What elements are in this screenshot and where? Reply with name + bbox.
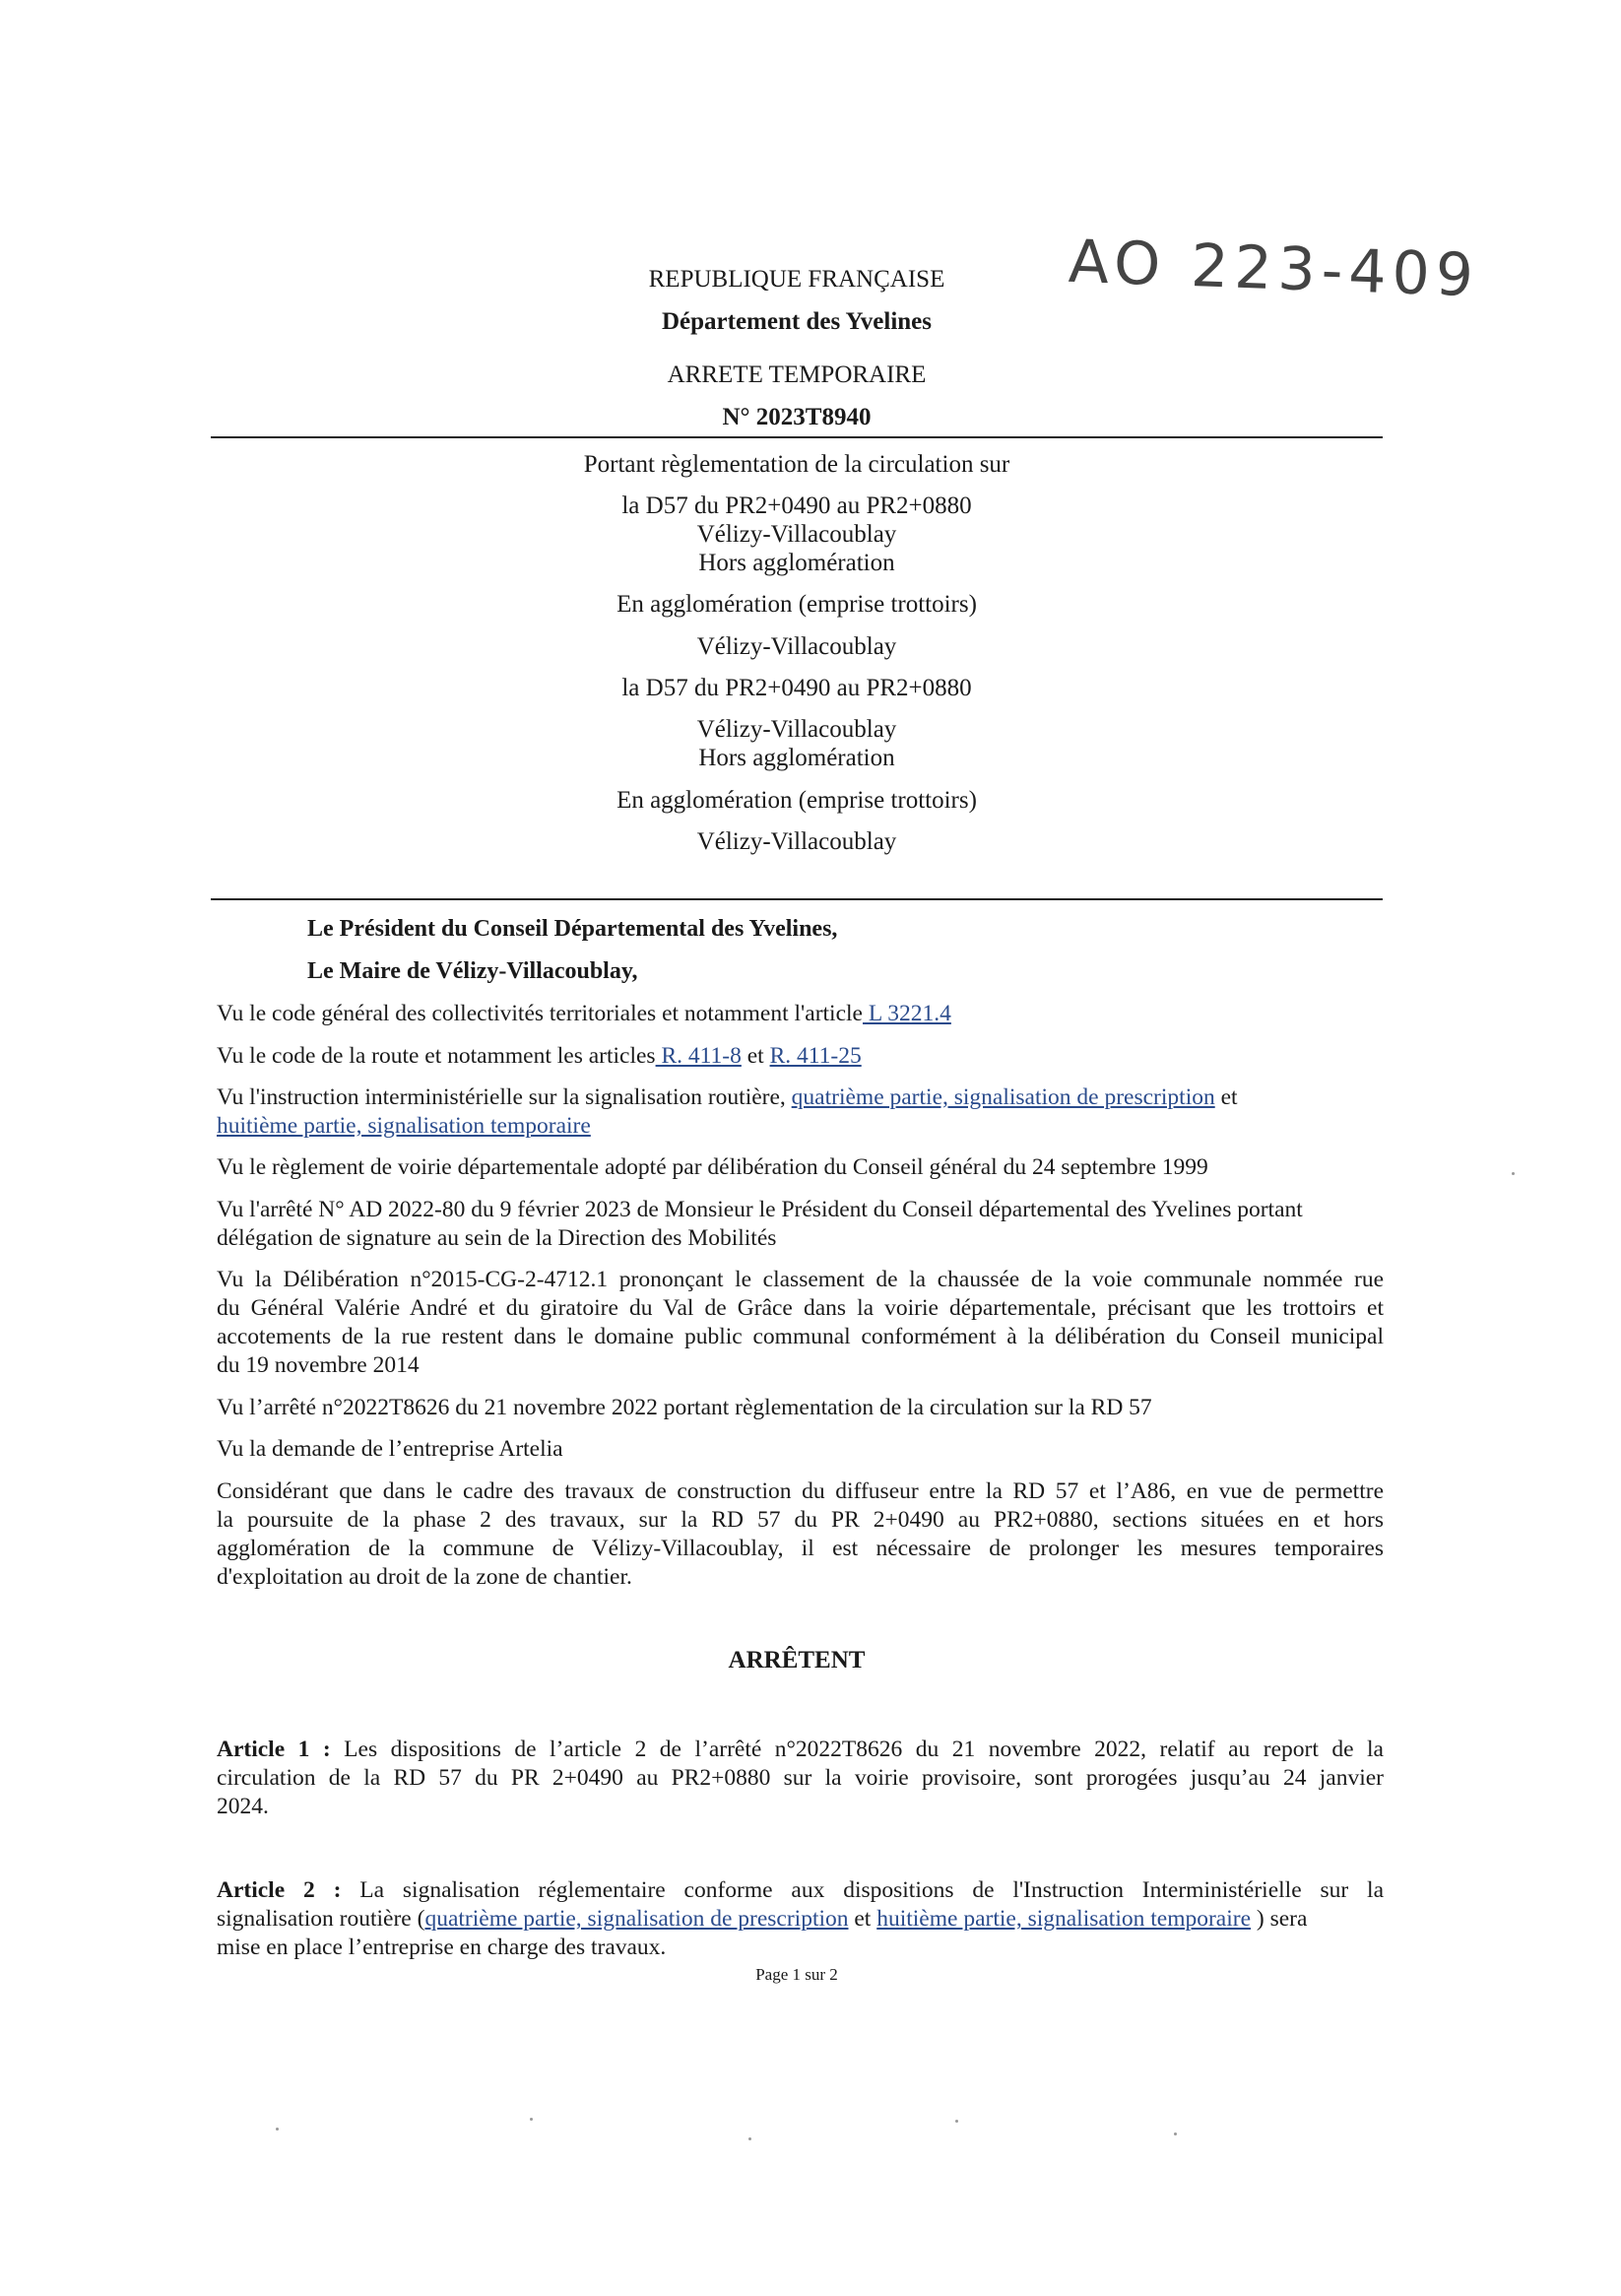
visa-text: Vu le code de la route et notamment les articles	[217, 1043, 656, 1069]
article-1-label: Article 1 :	[217, 1737, 331, 1762]
article-2	[217, 1876, 1384, 1905]
subject-line: Vélizy-Villacoublay	[696, 716, 897, 743]
scan-speck	[530, 2118, 533, 2121]
link-quatrieme-partie[interactable]: quatrième partie, signalisation de prescription	[791, 1084, 1215, 1110]
article-2-text: ) sera	[1251, 1906, 1308, 1932]
header-rule-bottom	[211, 898, 1383, 900]
scan-speck	[276, 2128, 279, 2131]
subject-line: En agglomération (emprise trottoirs)	[616, 787, 977, 814]
article-1-cont: circulation de la RD 57 du PR 2+0490 au PR2+0880 sur la voirie provisoire, sont prorogées jusqu’au 24 janvier	[217, 1765, 1384, 1791]
arretent-heading: ARRÊTENT	[728, 1647, 866, 1673]
considerant-cont: agglomération de la commune de Vélizy-Villacoublay, il est nécessaire de prolonger les mesures temporaires	[217, 1536, 1384, 1561]
link-quatrieme-partie[interactable]: quatrième partie, signalisation de prescription	[424, 1906, 849, 1932]
subject-line: En agglomération (emprise trottoirs)	[616, 591, 977, 618]
act-number: N° 2023T8940	[722, 404, 872, 430]
considerant-cont: d'exploitation au droit de la zone de chantier.	[217, 1564, 632, 1590]
page-number: Page 1 sur 2	[755, 1965, 838, 1984]
signer-president: Le Président du Conseil Départemental des Yvelines,	[307, 916, 838, 942]
scan-speck	[955, 2120, 958, 2123]
subject-line: la D57 du PR2+0490 au PR2+0880	[621, 492, 972, 519]
visa-instruction-cont	[217, 1112, 1384, 1141]
considerant: Considérant que dans le cadre des travaux de construction du diffuseur entre la RD 57 et l’A86, en vue de permettre	[217, 1478, 1384, 1504]
article-1-text: Les dispositions de l’article 2 de l’arrêté n°2022T8626 du 21 novembre 2022, relatif au report de la	[330, 1737, 1384, 1762]
article-2-text: signalisation routière (	[217, 1906, 425, 1932]
scan-speck	[1174, 2132, 1177, 2135]
visa-text: Vu l'instruction interministérielle sur la signalisation routière,	[217, 1084, 792, 1110]
link-l3221-4[interactable]: L 3221.4	[862, 1001, 951, 1026]
link-huitieme-partie[interactable]: huitième partie, signalisation temporaire	[217, 1113, 591, 1139]
header-rule-top	[211, 436, 1383, 438]
subject-line: Hors agglomération	[698, 745, 895, 771]
department-title: Département des Yvelines	[661, 308, 933, 335]
article-2-text: et	[848, 1906, 877, 1932]
article-2-cont	[217, 1905, 1384, 1934]
subject-line: Vélizy-Villacoublay	[696, 633, 897, 660]
visa-text: et	[1214, 1084, 1238, 1110]
link-huitieme-partie[interactable]: huitième partie, signalisation temporaire	[876, 1906, 1252, 1932]
subject-line: Portant règlementation de la circulation sur	[583, 451, 1010, 478]
visa-arrete-delegation-cont: délégation de signature au sein de la Direction des Mobilités	[217, 1225, 777, 1251]
considerant-cont: la poursuite de la phase 2 des travaux, sur la RD 57 du PR 2+0490 au PR2+0880, sections situées en et hors	[217, 1507, 1384, 1533]
visa-deliberation-cont: du Général Valérie André et du giratoire du Val de Grâce dans la voirie départementale, précisant que les trottoirs et	[217, 1295, 1384, 1321]
scan-speck	[1512, 1172, 1515, 1175]
subject-line: la D57 du PR2+0490 au PR2+0880	[621, 675, 972, 701]
link-r411-25[interactable]: R. 411-25	[769, 1043, 862, 1069]
scan-speck	[748, 2137, 751, 2140]
visa-arrete-2022: Vu l’arrêté n°2022T8626 du 21 novembre 2022 portant règlementation de la circulation sur la RD 57	[217, 1395, 1152, 1420]
handwritten-reference: AO 223-409	[1067, 227, 1481, 311]
visa-demande: Vu la demande de l’entreprise Artelia	[217, 1436, 563, 1462]
visa-text: Vu le code général des collectivités territoriales et notamment l'article	[217, 1001, 863, 1026]
visa-deliberation-cont: accotements de la rue restent dans le domaine public communal conformément à la délibération du Conseil municipal	[217, 1324, 1384, 1349]
article-2-cont: mise en place l’entreprise en charge des travaux.	[217, 1935, 667, 1960]
subject-line: Hors agglomération	[698, 550, 895, 576]
republic-title: REPUBLIQUE FRANÇAISE	[648, 266, 945, 293]
subject-line: Vélizy-Villacoublay	[696, 521, 897, 548]
signer-mayor: Le Maire de Vélizy-Villacoublay,	[307, 958, 638, 984]
article-2-text: La signalisation réglementaire conforme aux dispositions de l'Instruction Interministérielle sur la	[341, 1877, 1384, 1903]
article-2-label: Article 2 :	[217, 1877, 342, 1903]
visa-arrete-delegation: Vu l'arrêté N° AD 2022-80 du 9 février 2023 de Monsieur le Président du Conseil départemental des Yvelines portant	[217, 1197, 1303, 1222]
link-r411-8[interactable]: R. 411-8	[655, 1043, 742, 1069]
visa-deliberation: Vu la Délibération n°2015-CG-2-4712.1 prononçant le classement de la chaussée de la voie communale nommée rue	[217, 1267, 1384, 1292]
visa-cgct	[217, 1000, 1384, 1028]
act-type: ARRETE TEMPORAIRE	[667, 361, 927, 388]
article-1-cont: 2024.	[217, 1794, 269, 1819]
subject-line: Vélizy-Villacoublay	[696, 828, 897, 855]
visa-reglement-voirie: Vu le règlement de voirie départementale adopté par délibération du Conseil général du 24 septembre 1999	[217, 1154, 1208, 1180]
visa-code-route	[217, 1042, 1384, 1071]
visa-instruction	[217, 1083, 1384, 1112]
article-1	[217, 1736, 1384, 1764]
visa-deliberation-cont: du 19 novembre 2014	[217, 1352, 420, 1378]
visa-text: et	[741, 1043, 770, 1069]
